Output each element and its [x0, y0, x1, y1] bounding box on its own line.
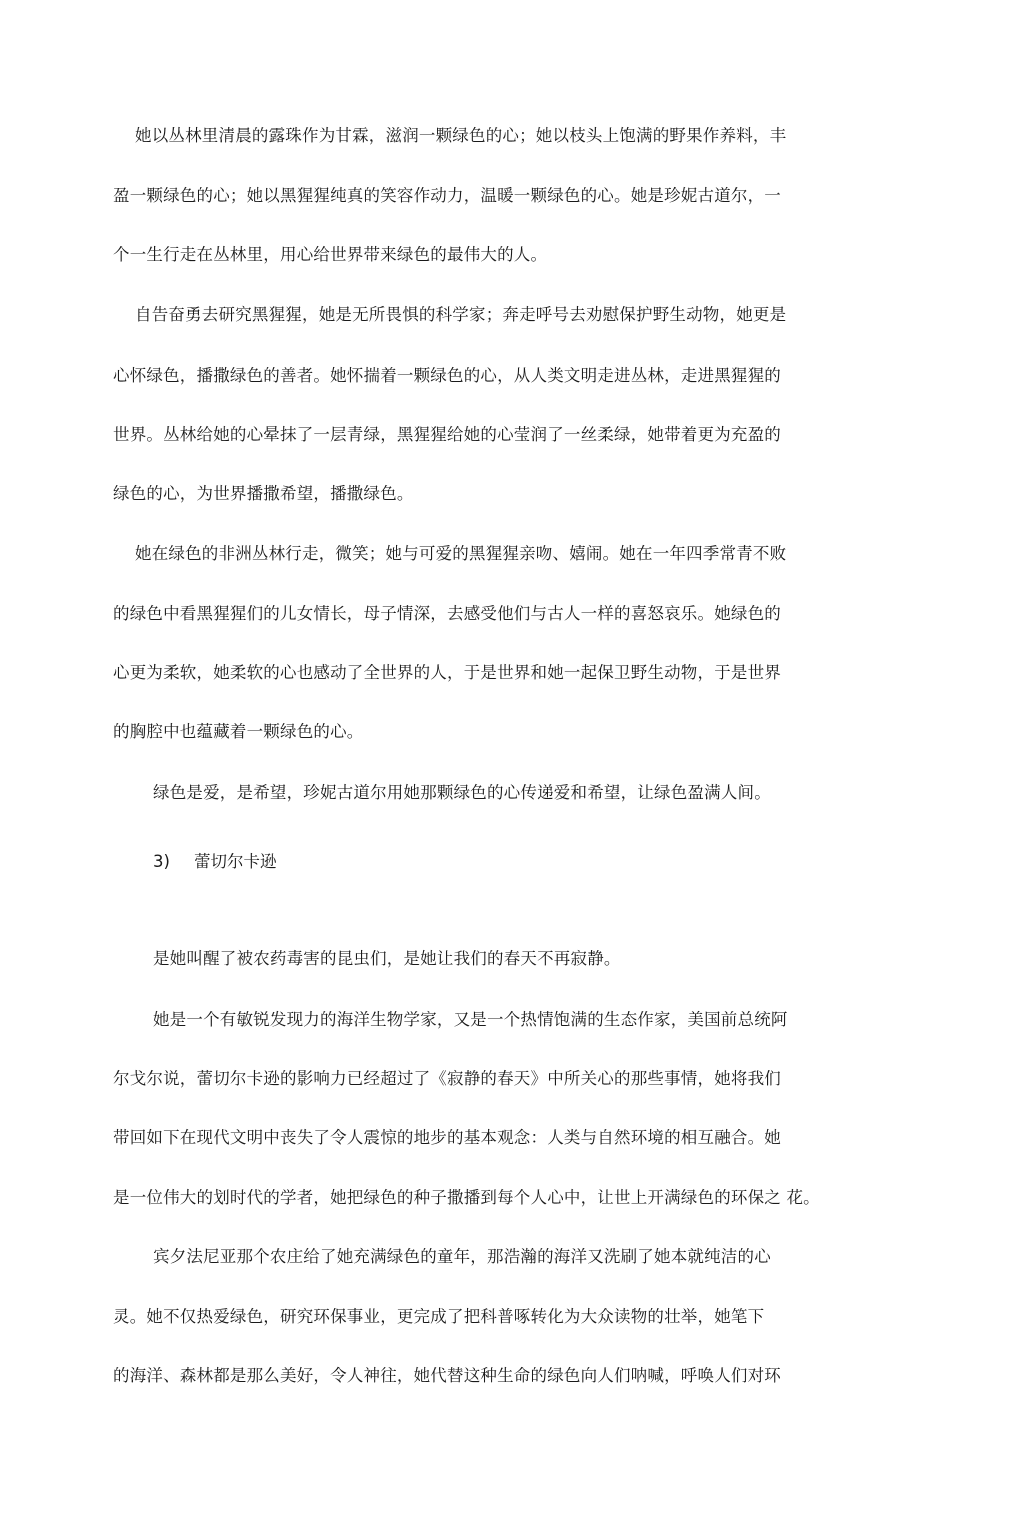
paragraph-2-line-1: 自告奋勇去研究黑猩猩，她是无所畏惧的科学家；奔走呼号去劝慰保护野生动物，她更是 [135, 305, 787, 324]
paragraph-6-line-3: 带回如下在现代文明中丧失了令人震惊的地步的基本观念：人类与自然环境的相互融合。她 [113, 1128, 781, 1147]
section-heading-title: 蕾切尔卡逊 [194, 852, 277, 871]
paragraph-3-line-4: 的胸腔中也蕴藏着一颗绿色的心。 [113, 722, 364, 741]
paragraph-7-line-3: 的海洋、森林都是那么美好，令人神往，她代替这种生命的绿色向人们呐喊，呼唤人们对环 [113, 1366, 781, 1385]
paragraph-1-line-3: 个一生行走在丛林里，用心给世界带来绿色的最伟大的人。 [113, 245, 548, 264]
paragraph-3-line-2: 的绿色中看黑猩猩们的儿女情长，母子情深，去感受他们与古人一样的喜怒哀乐。她绿色的 [113, 604, 781, 623]
paragraph-6-line-2: 尔戈尔说，蕾切尔卡逊的影响力已经超过了《寂静的春天》中所关心的那些事情，她将我们 [113, 1069, 781, 1088]
paragraph-4-line-1: 绿色是爱，是希望，珍妮古道尔用她那颗绿色的心传递爱和希望，让绿色盈满人间。 [153, 783, 771, 802]
paragraph-1-line-1: 她以丛林里清晨的露珠作为甘霖，滋润一颗绿色的心；她以枝头上饱满的野果作养料，丰 [135, 126, 787, 145]
paragraph-5-line-1: 是她叫醒了被农药毒害的昆虫们，是她让我们的春天不再寂静。 [153, 949, 621, 968]
paragraph-1-line-2: 盈一颗绿色的心；她以黑猩猩纯真的笑容作动力，温暖一颗绿色的心。她是珍妮古道尔，一 [113, 186, 781, 205]
section-heading-number: 3) [153, 852, 170, 871]
paragraph-2-line-2: 心怀绿色，播撒绿色的善者。她怀揣着一颗绿色的心，从人类文明走进丛林，走进黑猩猩的 [113, 366, 781, 385]
paragraph-2-line-4: 绿色的心，为世界播撒希望，播撒绿色。 [113, 484, 414, 503]
paragraph-2-line-3: 世界。丛林给她的心晕抹了一层青绿，黑猩猩给她的心莹润了一丝柔绿，她带着更为充盈的 [113, 425, 781, 444]
paragraph-6-line-1: 她是一个有敏锐发现力的海洋生物学家，又是一个热情饱满的生态作家，美国前总统阿 [153, 1010, 788, 1029]
paragraph-3-line-1: 她在绿色的非洲丛林行走，微笑；她与可爱的黑猩猩亲吻、嬉闹。她在一年四季常青不败 [135, 544, 787, 563]
paragraph-7-line-2: 灵。她不仅热爱绿色，研究环保事业，更完成了把科普啄转化为大众读物的壮举，她笔下 [113, 1307, 765, 1326]
paragraph-7-line-1: 宾夕法尼亚那个农庄给了她充满绿色的童年，那浩瀚的海洋又洗刷了她本就纯洁的心 [153, 1247, 771, 1266]
paragraph-3-line-3: 心更为柔软，她柔软的心也感动了全世界的人，于是世界和她一起保卫野生动物，于是世界 [113, 663, 781, 682]
paragraph-6-line-4: 是一位伟大的划时代的学者，她把绿色的种子撒播到每个人心中，让世上开满绿色的环保之 花。 [113, 1188, 820, 1207]
